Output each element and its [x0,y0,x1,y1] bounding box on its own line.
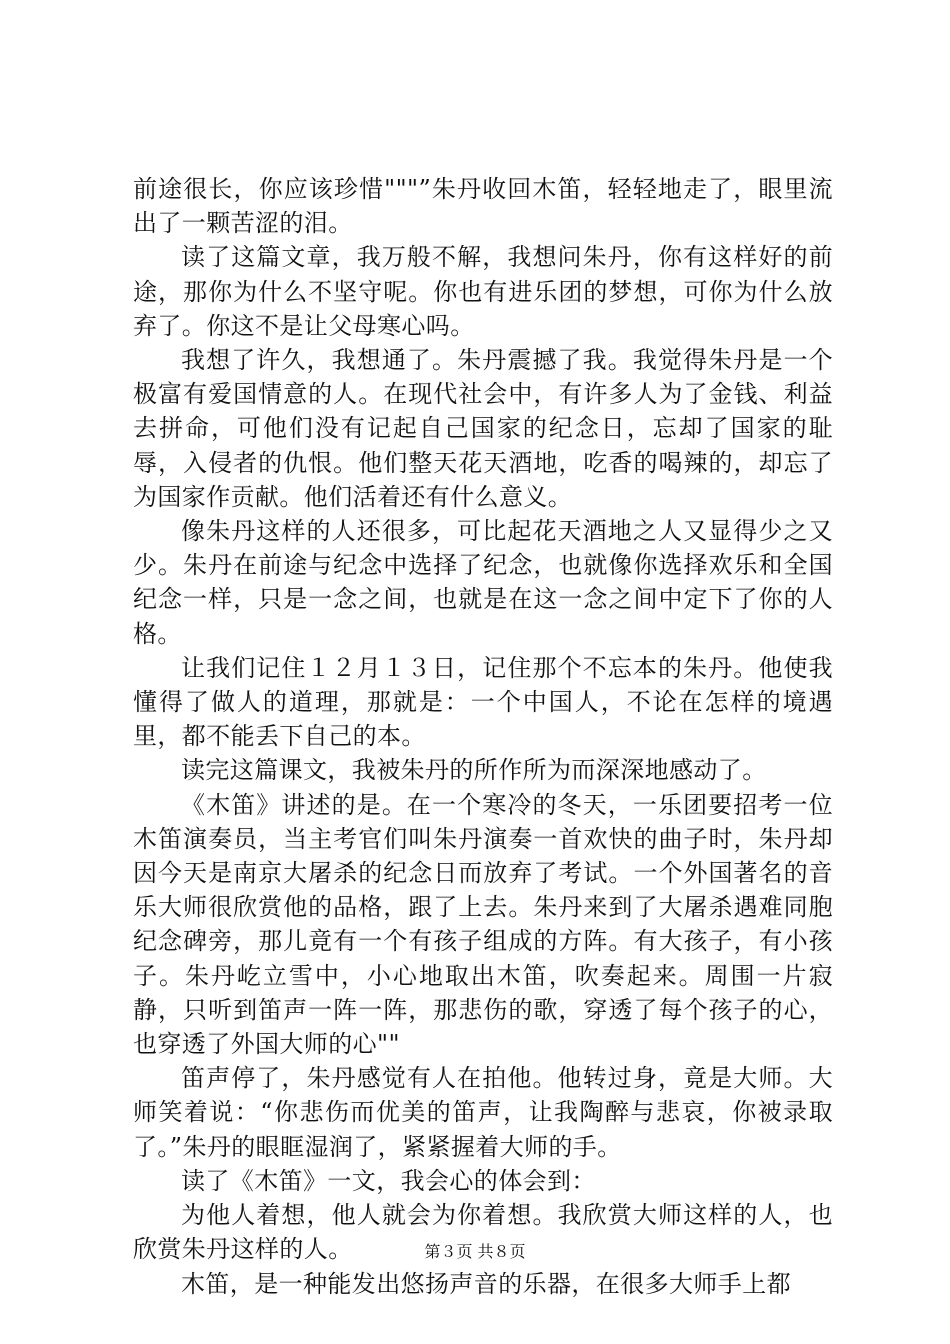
paragraph-7: 《木笛》讲述的是。在一个寒冷的冬天，一乐团要招考一位木笛演奏员，当主考官们叫朱丹演奏一首欢快的曲子时，朱丹却因今天是南京大屠杀的纪念日而放弃了考试。一个外国著名的音乐大师很欣赏他的品格，跟了上去。朱丹来到了大屠杀遇难同胞纪念碑旁，那儿竟有一个有孩子组成的方阵。有大孩子，有小孩子。朱丹屹立雪中，小心地取出木笛，吹奏起来。周围一片寂静，只听到笛声一阵一阵，那悲伤的歌，穿透了每个孩子的心，也穿透了外国大师的心"" [133,790,833,1059]
paragraph-11: 木笛，是一种能发出悠扬声音的乐器，在很多大师手上都 [181,1269,791,1298]
document-body [133,172,833,1301]
paragraph-4: 像朱丹这样的人还很多，可比起花天酒地之人又显得少之又少。朱丹在前途与纪念中选择了纪念，也就像你选择欢乐和全国纪念一样，只是一念之间，也就是在这一念之间中定下了你的人格。 [133,517,833,648]
paragraph-5: 让我们记住１２月１３日，记住那个不忘本的朱丹。他使我懂得了做人的道理，那就是：一个中国人，不论在怎样的境遇里，都不能丢下自己的本。 [133,653,833,751]
paragraph-8: 笛声停了，朱丹感觉有人在拍他。他转过身，竟是大师。大师笑着说：“你悲伤而优美的笛声，让我陶醉与悲哀，你被录取了。”朱丹的眼眶湿润了，紧紧握着大师的手。 [133,1064,833,1161]
page-number-footer: 第３页 共８页 [424,1242,526,1261]
paragraph-10: 为他人着想，他人就会为你着想。我欣赏大师这样的人，也欣赏朱丹这样的人。 [133,1201,833,1264]
paragraph-1: 前途很长，你应该珍惜"""”朱丹收回木笛，轻轻地走了，眼里流出了一颗苦涩的泪。 [133,175,833,238]
paragraph-3: 我想了许久，我想通了。朱丹震撼了我。我觉得朱丹是一个极富有爱国情意的人。在现代社会中，有许多人为了金钱、利益去拼命，可他们没有记起自己国家的纪念日，忘却了国家的耻辱，入侵者的仇恨。他们整天花天酒地，吃香的喝辣的，却忘了为国家作贡献。他们活着还有什么意义。 [133,346,833,511]
paragraph-6: 读完这篇课文，我被朱丹的所作所为而深深地感动了。 [181,756,767,785]
paragraph-2: 读了这篇文章，我万般不解，我想问朱丹，你有这样好的前途，那你为什么不坚守呢。你也有进乐团的梦想，可你为什么放弃了。你这不是让父母寒心吗。 [133,243,833,340]
paragraph-9: 读了《木笛》一文，我会心的体会到： [181,1166,596,1195]
